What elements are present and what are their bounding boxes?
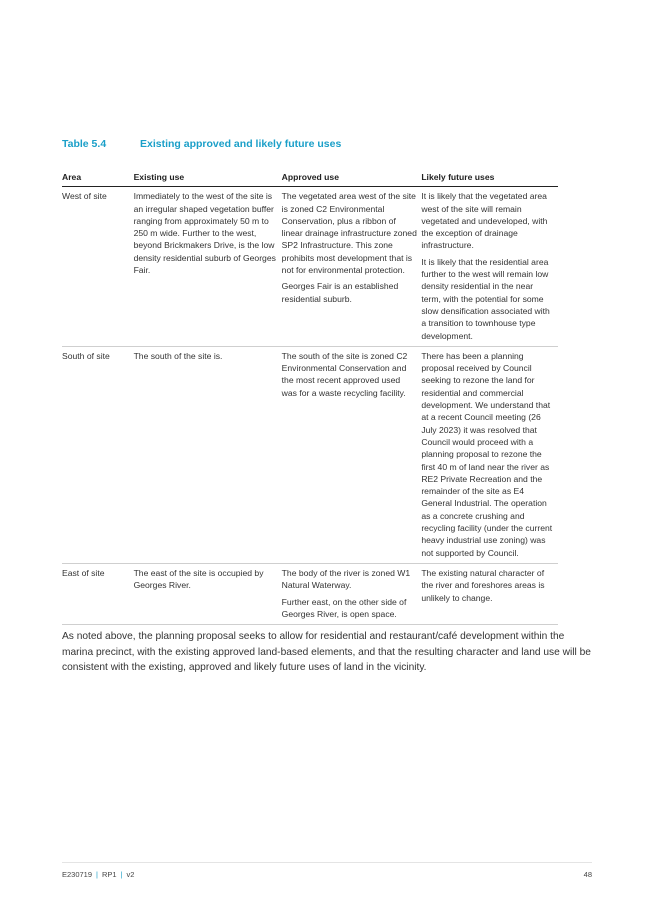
footer-separator: | — [96, 870, 98, 879]
cell-approved-use — [282, 187, 422, 347]
cell-paragraph: The existing natural character of the river and foreshores areas is unlikely to change. — [421, 567, 545, 603]
footer-doc-number: E230719 — [62, 870, 93, 879]
table-caption — [62, 138, 341, 150]
cell-paragraph: The south of the site is zoned C2 Environmental Conservation and the most recent approved used was for a waste recycling facility. — [281, 350, 408, 398]
cell-approved-use — [282, 563, 422, 624]
cell-paragraph: The vegetated area west of the site is zoned C2 Environmental Conservation, plus a ribbon of linear drainage infrastructure zoned SP2 Infrastructure. This zone prohibits most development that is not for environmental protection. — [281, 191, 417, 276]
cell-area: South of site — [62, 346, 134, 563]
cell-existing-use — [134, 346, 282, 563]
page-number: 48 — [583, 870, 592, 879]
cell-paragraph: It is likely that the vegetated area west of the site will remain vegetated and undeveloped, with the exception of drainage infrastructure. — [421, 191, 548, 251]
table-row — [62, 346, 558, 563]
header-likely-future-uses: Likely future uses — [421, 168, 558, 187]
header-approved-use: Approved use — [282, 168, 422, 187]
table-row — [62, 187, 558, 347]
footer-report: RP1 — [101, 870, 117, 879]
footer-separator: | — [120, 870, 123, 879]
table-number: Table 5.4 — [62, 138, 107, 150]
cell-likely-future-uses — [421, 187, 558, 347]
footer-version: v2 — [126, 870, 135, 879]
cell-approved-use — [282, 346, 422, 563]
table-header-row — [62, 168, 558, 187]
footer-divider — [62, 862, 592, 863]
table-row — [62, 563, 558, 624]
cell-existing-use — [134, 563, 282, 624]
cell-paragraph: It is likely that the residential area further to the west will remain low density residential in the near term, with the potential for some slow densification associated with a transition to townhouse type development. — [421, 256, 550, 341]
cell-existing-use — [134, 187, 282, 347]
table-title: Existing approved and likely future uses — [140, 138, 342, 150]
uses-table — [62, 168, 558, 625]
cell-paragraph: Georges Fair is an established residential suburb. — [281, 281, 399, 304]
cell-likely-future-uses — [421, 346, 558, 563]
cell-area: East of site — [62, 563, 134, 624]
header-existing-use: Existing use — [134, 168, 282, 187]
cell-paragraph: There has been a planning proposal received by Council seeking to rezone the land for residential and commercial development. We understand that at a recent Council meeting (26 July 2023) it was resolved that Council would proceed with a planning proposal to rezone the first 40 m of land near the river as RE2 Private Recreation and the remainder of the site as E4 General Industrial. The operation as a concrete crushing and recycling facility (under the current heavy industrial use zoning) was not supported by Council. — [421, 350, 553, 558]
cell-paragraph: The east of the site is occupied by Georges River. — [133, 567, 264, 591]
body-paragraph: As noted above, the planning proposal seeks to allow for residential and restaurant/café development within the marina precinct, with the existing approved land-based elements, and that the resulting character and land use will be consistent with the existing, approved and likely future uses of land in the vicinity. — [62, 631, 591, 674]
cell-paragraph: Further east, on the other side of Georges River, is open space. — [281, 596, 407, 619]
cell-paragraph: Immediately to the west of the site is an irregular shaped vegetation buffer ranging from approximately 50 m to 250 m wide. Further to the west, beyond Brickmakers Drive, is the low density residential suburb of Georges Fair. — [133, 191, 276, 276]
cell-paragraph: The south of the site is. — [133, 350, 223, 361]
header-area: Area — [62, 168, 134, 187]
cell-area: West of site — [62, 187, 134, 347]
cell-likely-future-uses — [421, 563, 558, 624]
footer-reference — [62, 870, 134, 879]
cell-paragraph: The body of the river is zoned W1 Natural Waterway. — [281, 567, 411, 591]
